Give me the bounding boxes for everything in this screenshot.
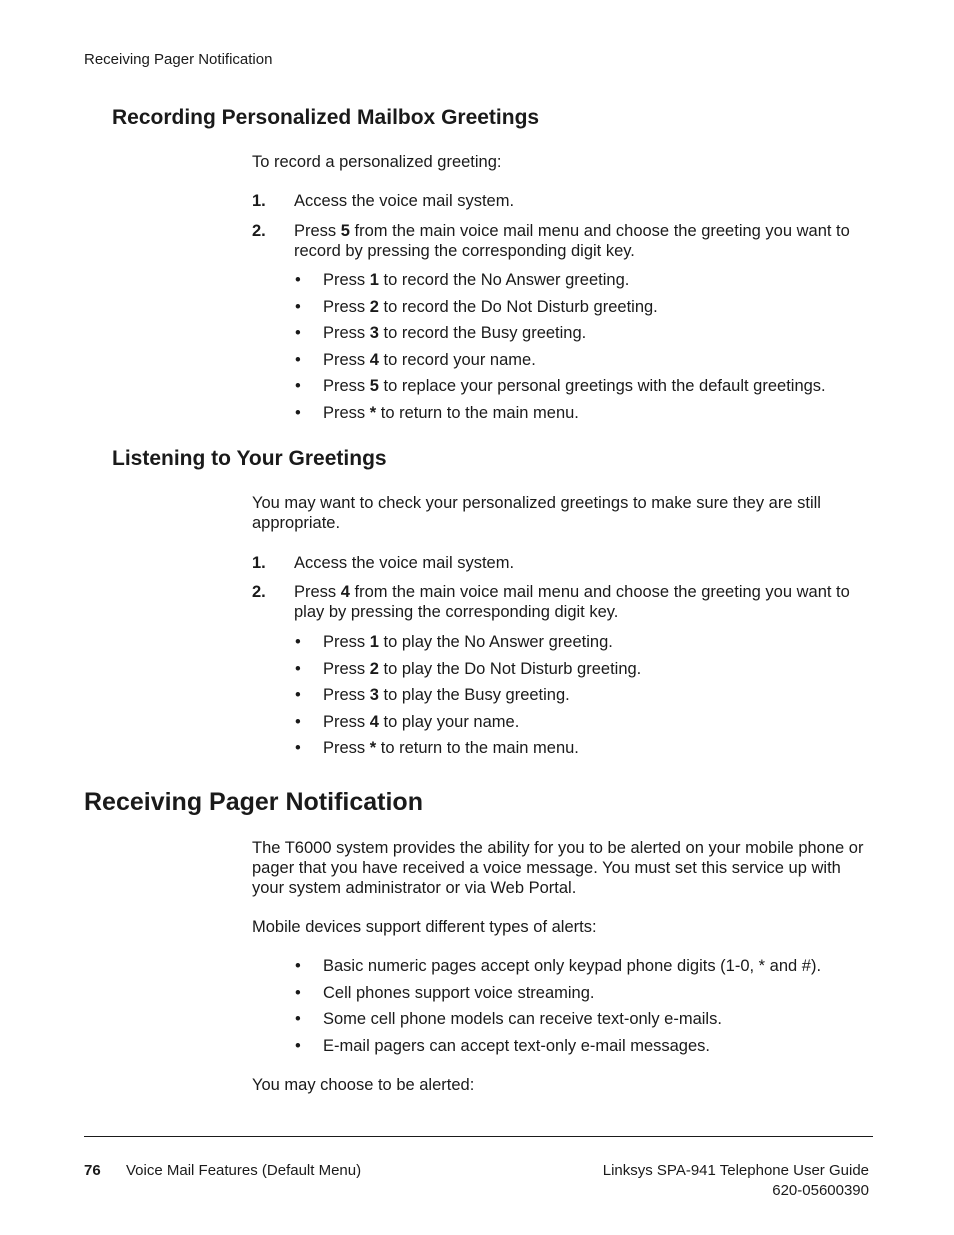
list-item: Press 4 to play your name. bbox=[323, 713, 520, 731]
section-heading-pager: Receiving Pager Notification bbox=[84, 788, 423, 816]
step-number: 1. bbox=[252, 554, 266, 572]
list-item: Some cell phone models can receive text-only e-mails. bbox=[323, 1010, 722, 1028]
list-item: Cell phones support voice streaming. bbox=[323, 984, 595, 1002]
section-heading-recording: Recording Personalized Mailbox Greetings bbox=[112, 106, 540, 129]
section-intro-pager: The T6000 system provides the ability for you to be alerted on your mobile phone or pager that you have received a voice message. You must set this service up with your system administrator or via Web Portal. bbox=[252, 839, 864, 897]
footer-divider bbox=[84, 1136, 873, 1137]
bullet-icon: • bbox=[295, 633, 301, 651]
step-text: Access the voice mail system. bbox=[294, 554, 515, 572]
list-item: Press 2 to play the Do Not Disturb greeting. bbox=[323, 660, 642, 678]
step-number: 1. bbox=[252, 192, 266, 210]
alerts-intro: Mobile devices support different types of alerts: bbox=[252, 918, 597, 936]
list-item: Press 3 to record the Busy greeting. bbox=[323, 324, 587, 342]
bullet-icon: • bbox=[295, 660, 301, 678]
bullet-icon: • bbox=[295, 686, 301, 704]
bullet-icon: • bbox=[295, 377, 301, 395]
digit-key: 4 bbox=[340, 583, 350, 601]
step-number: 2. bbox=[252, 583, 266, 601]
section-intro-listening: You may want to check your personalized greetings to make sure they are still appropriate. bbox=[252, 494, 821, 532]
bullet-icon: • bbox=[295, 957, 301, 975]
page-number: 76 bbox=[84, 1162, 101, 1179]
bullet-icon: • bbox=[295, 1010, 301, 1028]
list-item: Press 1 to play the No Answer greeting. bbox=[323, 633, 613, 651]
list-item: Press * to return to the main menu. bbox=[323, 739, 579, 757]
list-item: Press 1 to record the No Answer greeting. bbox=[323, 271, 630, 289]
footer-doc-number: 620-05600390 bbox=[772, 1182, 869, 1199]
step-text: Press 5 from the main voice mail menu and choose the greeting you want to record by pressing the corresponding digit key. bbox=[294, 222, 850, 260]
list-item: Press * to return to the main menu. bbox=[323, 404, 579, 422]
bullet-icon: • bbox=[295, 739, 301, 757]
section-intro-recording: To record a personalized greeting: bbox=[252, 153, 502, 171]
list-item: Basic numeric pages accept only keypad phone digits (1-0, * and #). bbox=[323, 957, 822, 975]
running-head: Receiving Pager Notification bbox=[84, 51, 273, 68]
bullet-icon: • bbox=[295, 271, 301, 289]
bullet-icon: • bbox=[295, 298, 301, 316]
step-text: Access the voice mail system. bbox=[294, 192, 515, 210]
list-item: Press 4 to record your name. bbox=[323, 351, 536, 369]
list-item: E-mail pagers can accept text-only e-mail messages. bbox=[323, 1037, 710, 1055]
bullet-icon: • bbox=[295, 984, 301, 1002]
bullet-icon: • bbox=[295, 404, 301, 422]
list-item: Press 5 to replace your personal greetings with the default greetings. bbox=[323, 377, 826, 395]
list-item: Press 2 to record the Do Not Disturb greeting. bbox=[323, 298, 658, 316]
footer-guide-title: Linksys SPA-941 Telephone User Guide bbox=[602, 1162, 869, 1179]
section-heading-listening: Listening to Your Greetings bbox=[112, 447, 387, 470]
digit-key: 5 bbox=[340, 222, 350, 240]
footer-chapter: Voice Mail Features (Default Menu) bbox=[126, 1162, 362, 1179]
bullet-icon: • bbox=[295, 351, 301, 369]
list-item: Press 3 to play the Busy greeting. bbox=[323, 686, 570, 704]
closing-text: You may choose to be alerted: bbox=[252, 1076, 475, 1094]
bullet-icon: • bbox=[295, 713, 301, 731]
bullet-icon: • bbox=[295, 324, 301, 342]
step-text: Press 4 from the main voice mail menu and choose the greeting you want to play by pressing the corresponding digit key. bbox=[294, 583, 850, 621]
bullet-icon: • bbox=[295, 1037, 301, 1055]
step-number: 2. bbox=[252, 222, 266, 240]
